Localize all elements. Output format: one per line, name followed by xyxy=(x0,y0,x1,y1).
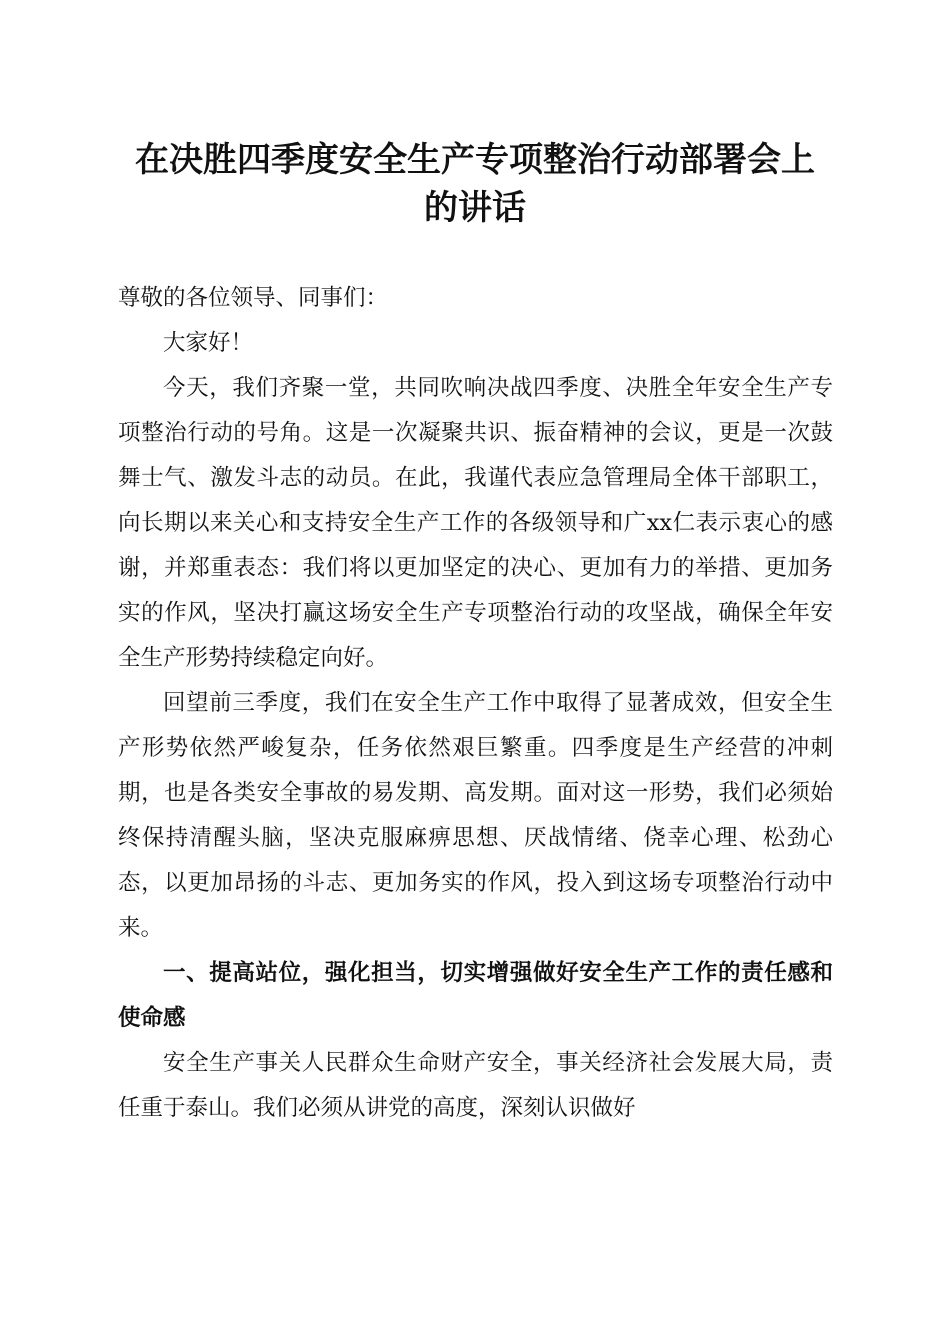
paragraph-review: 回望前三季度，我们在安全生产工作中取得了显著成效，但安全生产形势依然严峻复杂，任务依然艰巨繁重。四季度是生产经营的冲刺期，也是各类安全事故的易发期、高发期。面对这一形势，我们必须始终保持清醒头脑，坚决克服麻痹思想、厌战情绪、侥幸心理、松劲心态，以更加昂扬的斗志、更加务实的作风，投入到这场专项整治行动中来。 xyxy=(118,690,833,941)
greeting: 大家好！ xyxy=(163,330,254,356)
title-line-1: 在决胜四季度安全生产专项整治行动部署会上 xyxy=(135,140,815,180)
document-body xyxy=(118,276,833,1131)
title-line-2: 的讲话 xyxy=(424,188,526,228)
section-heading: 一、提高站位，强化担当，切实增强做好安全生产工作的责任感和使命感 xyxy=(118,960,833,1031)
section-paragraph: 安全生产事关人民群众生命财产安全，事关经济社会发展大局，责任重于泰山。我们必须从讲党的高度，深刻认识做好 xyxy=(118,1050,833,1121)
document-title xyxy=(100,136,850,232)
paragraph-opening: 今天，我们齐聚一堂，共同吹响决战四季度、决胜全年安全生产专项整治行动的号角。这是一次凝聚共识、振奋精神的会议，更是一次鼓舞士气、激发斗志的动员。在此，我谨代表应急管理局全体干部职工，向长期以来关心和支持安全生产工作的各级领导和广xx仁表示衷心的感谢，并郑重表态：我们将以更加坚定的决心、更加有力的举措、更加务实的作风，坚决打赢这场安全生产专项整治行动的攻坚战，确保全年安全生产形势持续稳定向好。 xyxy=(118,375,833,671)
salutation: 尊敬的各位领导、同事们： xyxy=(118,285,389,311)
